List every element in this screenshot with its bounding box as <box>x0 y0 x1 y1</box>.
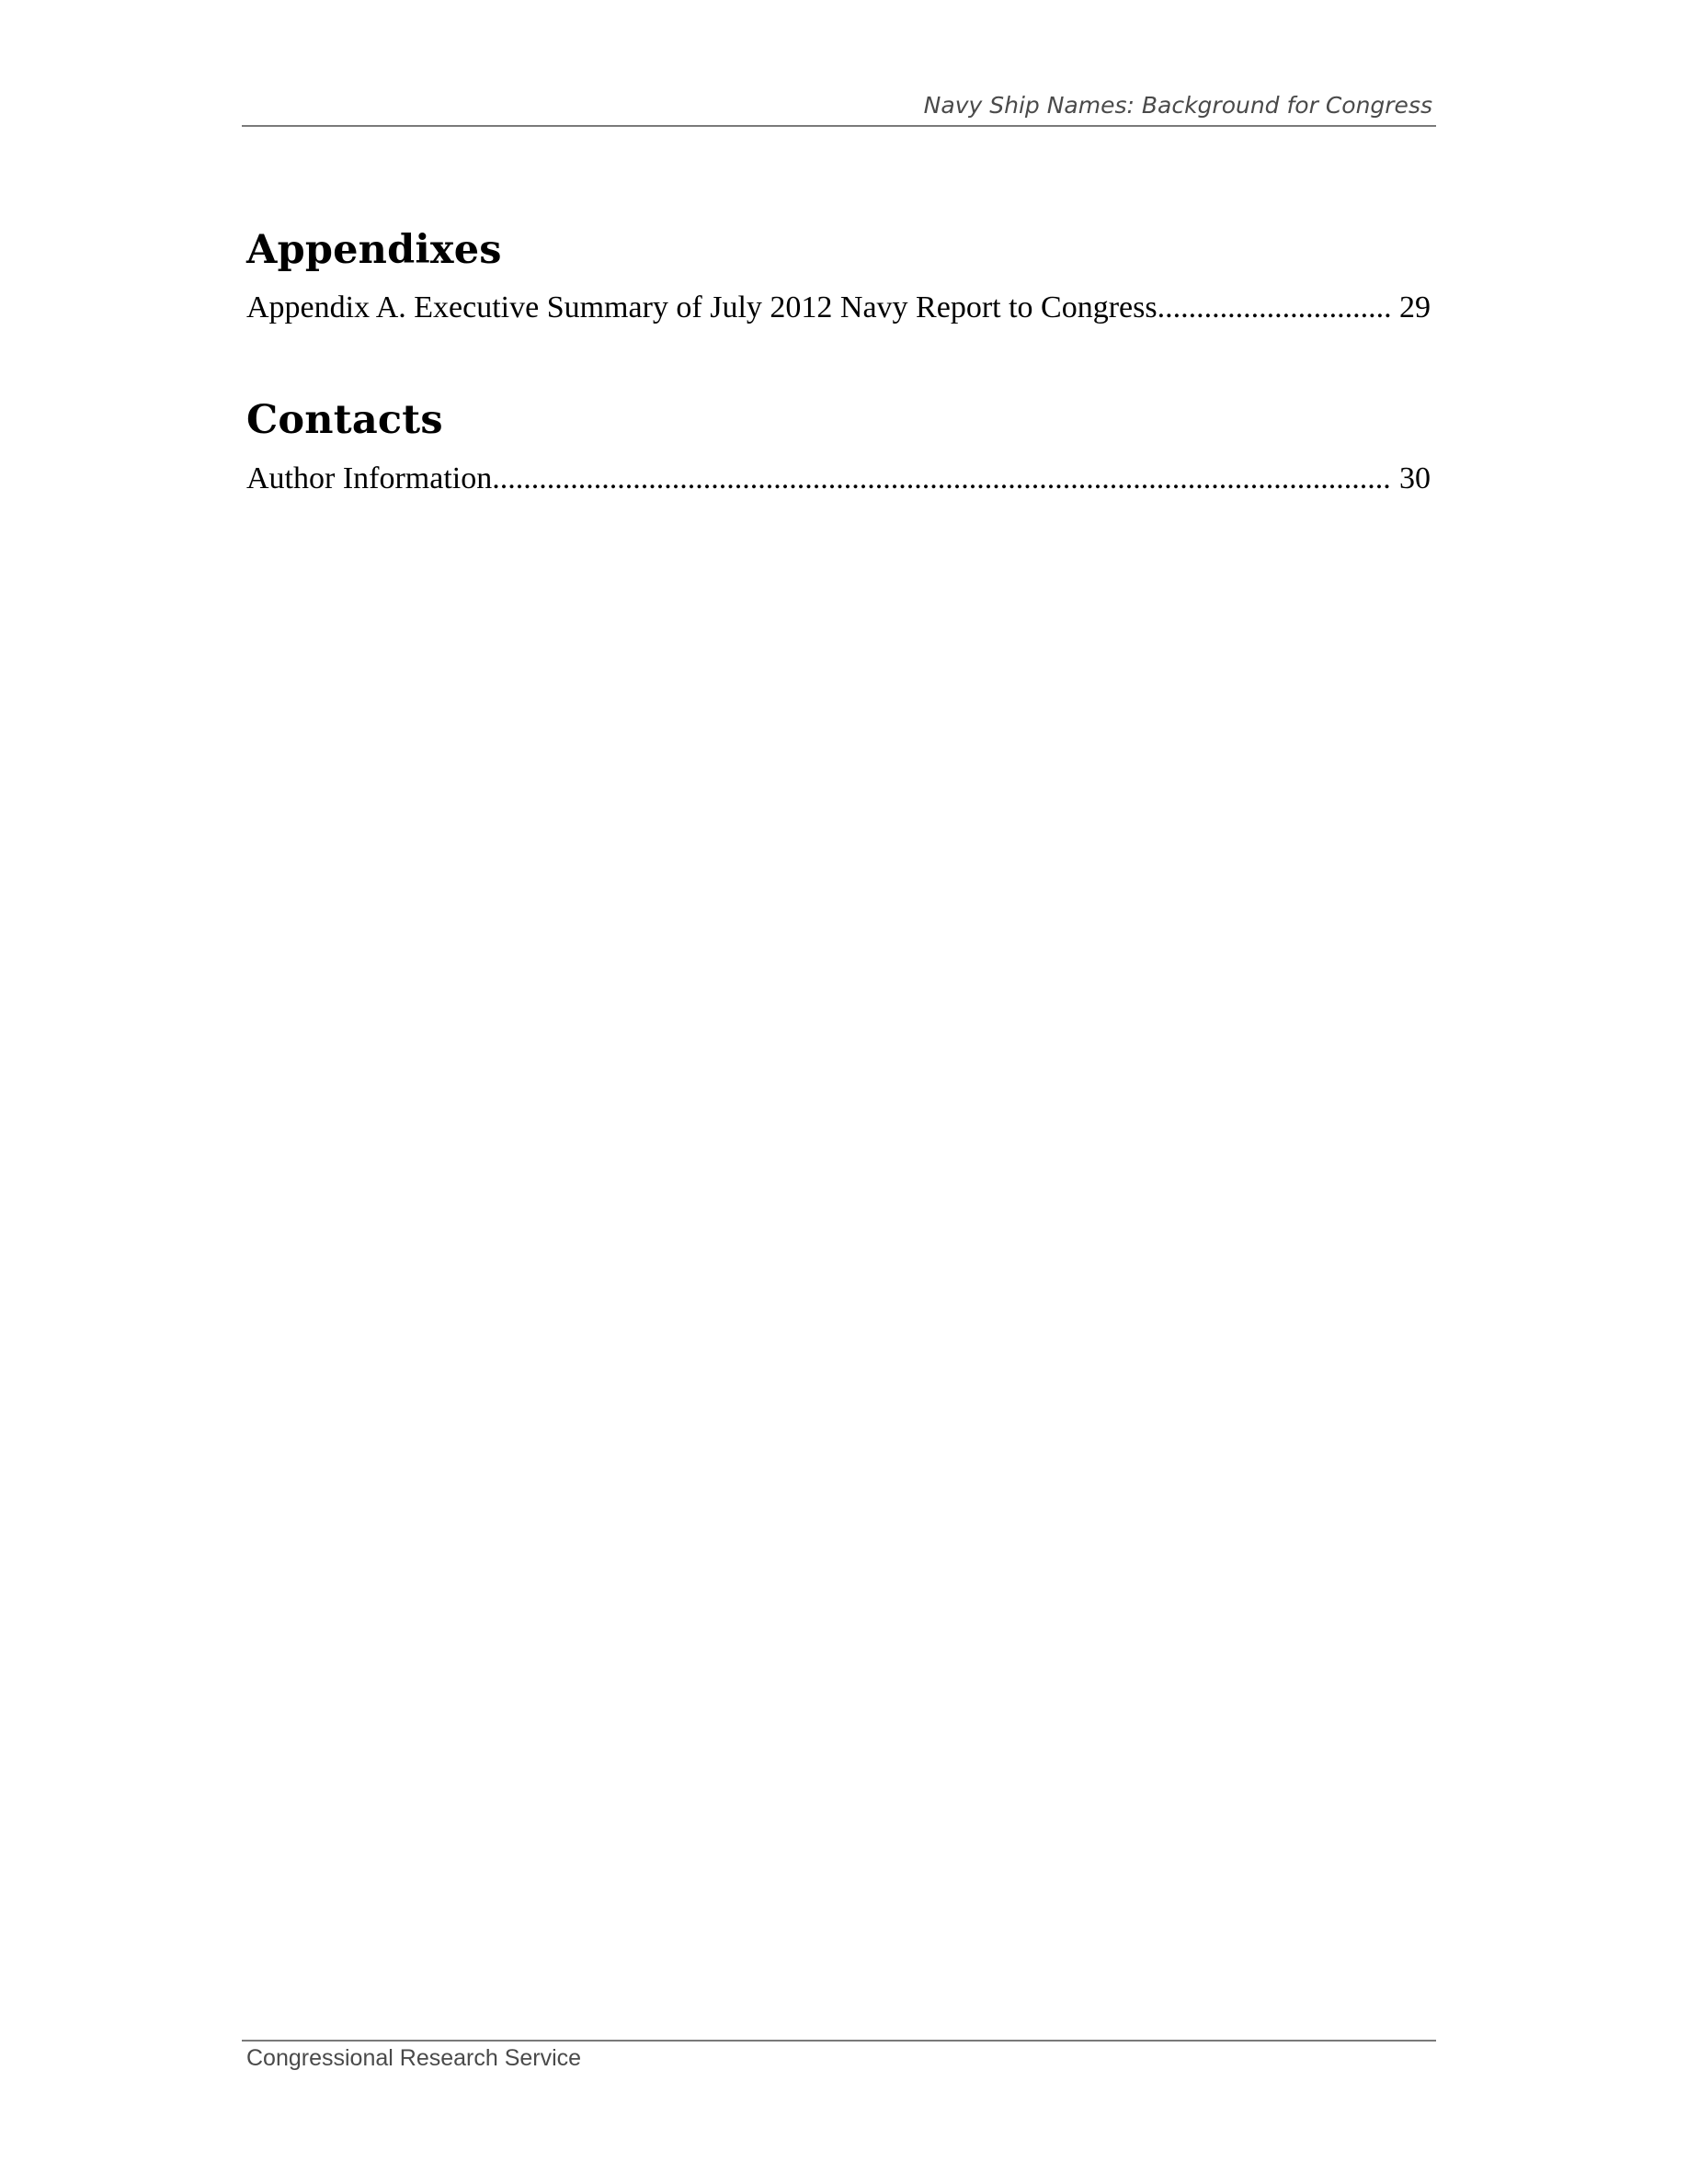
running-footer-organization: Congressional Research Service <box>246 2045 582 2071</box>
toc-dot-leader <box>1158 290 1392 326</box>
toc-entry-author-information[interactable] <box>246 461 1431 497</box>
footer-divider <box>242 2040 1436 2042</box>
toc-entry-label: Author Information <box>246 461 493 495</box>
toc-entry-appendix-a[interactable] <box>246 290 1431 326</box>
toc-entry-label: Appendix A. Executive Summary of July 2012 Navy Report to Congress <box>246 290 1158 324</box>
toc-entry-page-number: 30 <box>1399 461 1431 495</box>
header-divider <box>242 125 1436 127</box>
toc-dot-leader <box>492 461 1392 497</box>
toc-entry-page-number: 29 <box>1399 290 1431 324</box>
running-header-title: Navy Ship Names: Background for Congress <box>923 92 1432 119</box>
section-heading-appendixes: Appendixes <box>246 227 502 273</box>
section-heading-contacts: Contacts <box>246 397 443 443</box>
